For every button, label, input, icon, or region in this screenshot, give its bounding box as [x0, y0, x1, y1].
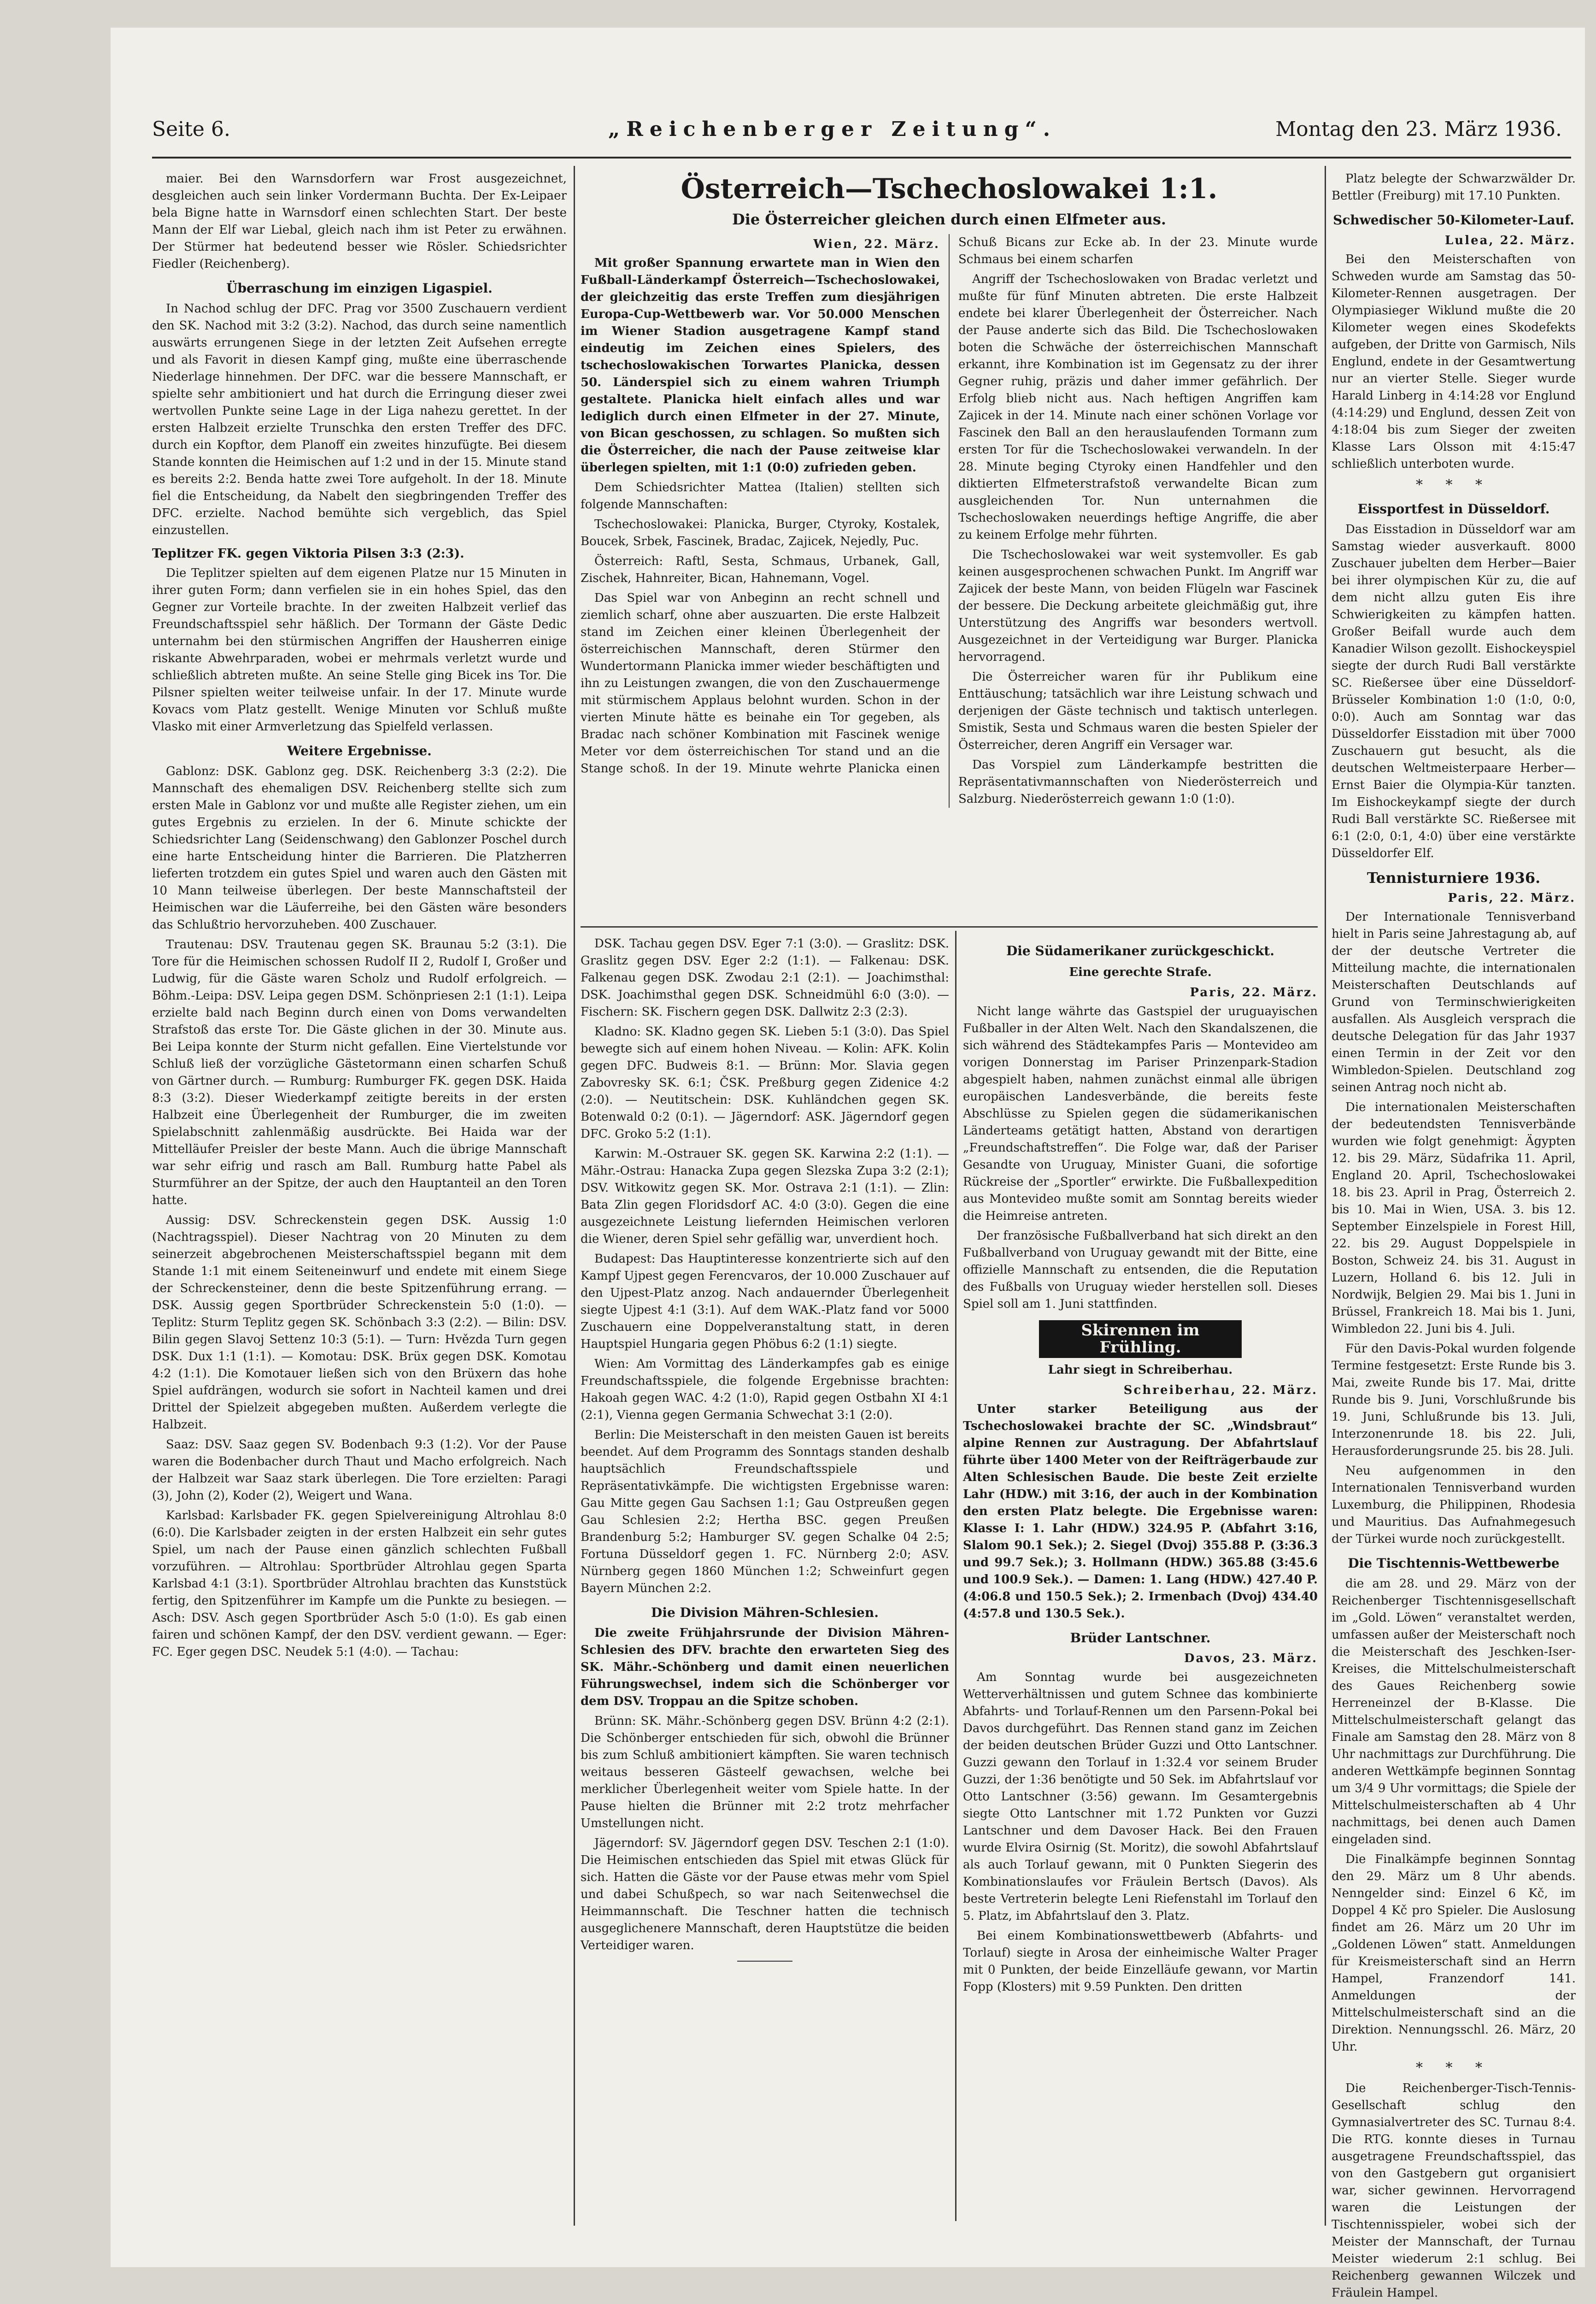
article-paragraph: Das Vorspiel zum Länderkampfe bestritten die Repräsentativmannschaften von Niederösterreich und Salzburg. Niederösterreich gewann 1:0 (1:0). — [958, 758, 1318, 806]
separator-stars: * * * — [1415, 2060, 1492, 2076]
article-heading: Brüder Lantschner. — [1070, 1630, 1211, 1646]
issue-date: Montag den 23. März 1936. — [1275, 118, 1562, 141]
article-paragraph: Wien: Am Vormittag des Länderkampfes gab es einige Freundschaftsspiele, die folgende Ergebnisse brachten: Hakoah gegen WAC. 4:2 (1:0), Rapid gegen Ostbahn XI 4:1 (2:1), Vienna gegen Germania Schwechat 3:1 (2:0). — [581, 1357, 949, 1422]
article-paragraph: Gablonz: DSK. Gablonz geg. DSK. Reichenberg 3:3 (2:2). Die Mannschaft des ehemaligen DSV. Reichenberg stellte sich zum ersten Male in Gablonz vor und mußte alle Register ziehen, um ein gutes Ergebnis zu erzielen. In der 6. Minute schickte der Schiedsrichter Lang (Seidenschwang) den Gablonzer Poschel durch eine harte Entscheidung hinter die Barrieren. Die Platzherren lieferten trotzdem ein gutes Spiel und waren auch den Gästen mit 10 Mann teilweise überlegen. Der beste Mannschaftsteil der Heimischen war die Läuferreihe, bei den Gästen wäre besonders das Schlußtrio hervorzuheben. 400 Zuschauer. — [152, 764, 567, 932]
article-heading: Eissportfest in Düsseldorf. — [1357, 501, 1550, 517]
article-paragraph: Bei einem Kombinationswettbewerb (Abfahrts- und Torlauf) siegte in Arosa der einheimische Walter Prager mit 0 Punkten, der beide Einzelläufe gewann, vor Martin Fopp (Klosters) mit 9.59 Punkten. Den dritten — [963, 1929, 1318, 1994]
column-divider — [955, 931, 956, 2221]
lead-article — [581, 170, 1318, 926]
article-paragraph: Kladno: SK. Kladno gegen SK. Lieben 5:1 (3:0). Das Spiel bewegte sich auf einem hohen Niveau. — Kolin: AFK. Kolin gegen DFC. Budweis 8:1. — Brünn: Mor. Slavia gegen Zabovresky SK. 6:1; ČSK. Preßburg gegen Zidenice 4:2 (2:0). — Neutitschein: DSK. Kuhländchen gegen SK. Botenwald 0:2 (0:1). — Jägerndorf: ASK. Jägerndorf gegen DFC. Groko 5:2 (1:1). — [581, 1025, 949, 1141]
article-paragraph: Die Teplitzer spielten auf dem eigenen Platze nur 15 Minuten in ihrer guten Form; dann verfielen sie in ein hohes Spiel, das den Gegner zur Vorteile brachte. In der zweiten Halbzeit verlief das Freundschaftsspiel sehr häßlich. Der Tormann der Gäste Dedic unternahm bei den stürmischen Angriffen der Hausherren einige riskante Abwehrparaden, wobei er mehrmals verletzt wurde und schließlich abtreten mußte. An seine Stelle ging Bicek ins Tor. Die Pilsner spielten weiter teilweise unfair. In der 17. Minute wurde Kovacs vom Platz gestellt. Wenige Minuten vor Schluß mußte Vlasko mit einer Armverletzung das Spielfeld verlassen. — [152, 566, 567, 734]
article-paragraph: DSK. Tachau gegen DSV. Eger 7:1 (3:0). — Graslitz: DSK. Graslitz gegen DSV. Eger 2:2 (1:1). — Falkenau: DSK. Falkenau gegen DSK. Zwodau 2:1 (2:1). — Joachimsthal: DSK. Joachimsthal gegen DSK. Schneidmühl 6:0 (3:0). — Fischern: SK. Fischern gegen DSK. Dallwitz 2:3 (2:3). — [581, 937, 949, 1019]
article-paragraph: Brünn: SK. Mähr.-Schönberg gegen DSV. Brünn 4:2 (2:1). Die Schönberger entschieden für sich, obwohl die Brünner bis zum Schluß ambitioniert kämpften. Sie waren technisch weitaus besseren Gästeelf gewachsen, welche bei merklicher Überlegenheit weiter vom Spiele hatte. In der Pause hielten die Brünner mit 2:2 trotz mehrfacher Umstellungen nicht. — [581, 1714, 949, 1830]
article-paragraph: Das Eisstadion in Düsseldorf war am Samstag wieder ausverkauft. 8000 Zuschauer jubelten dem Herber—Baier bei ihrer olympischen Kür zu, die auf dem nicht allzu guten Eis ihre Schwierigkeiten zu kämpfen hatten. Großer Beifall wurde auch dem Kanadier Wilson gezollt. Eishockeyspiel siegte der durch Rudi Ball verstärkte SC. Rießersee über eine Düsseldorf-Brüsseler Kombination 1:0 (1:0, 0:0, 0:0). Auch am Sonntag war das Düsseldorfer Eisstadion mit über 7000 Zuschauern gut besucht, als die deutschen Weltmeisterpaare Herber—Ernst Baier die Olympia-Kür tanzten. Im Eishockeykampf siegte der durch Rudi Ball verstärkte SC. Rießersee mit 6:1 (2:0, 0:1, 4:0) über eine verstärkte Düsseldorfer Elf. — [1332, 523, 1576, 860]
lead-body — [581, 234, 1318, 808]
article-paragraph: Am Sonntag wurde bei ausgezeichneten Wetterverhältnissen und gutem Schnee das kombinierte Abfahrts- und Torlauf-Rennen um den Parsenn-Pokal bei Davos durchgeführt. Das Rennen stand ganz im Zeichen der beiden deutschen Brüder Guzzi und Otto Lantschner. Guzzi gewann den Torlauf in 1:32.4 vor seinem Bruder Guzzi, der 1:36 benötigte und 50 Sek. im Abfahrtslauf vor Otto Lantschner (3:56) gewann. Im Gesamtergebnis siegte Otto Lantschner mit 1.72 Punkten vor Guzzi Lantschner und dem Davoser Hack. Bei den Frauen wurde Elvira Osirnig (St. Moritz), die sowohl Abfahrtslauf als auch Torlauf gewann, mit 0 Punkten Siegerin des Kombinationslaufes vor Fräulein Bertsch (Davos). Als beste Vertreterin belegte Leni Riefenstahl im Torlauf den 5. Platz, im Abfahrtslauf den 3. Platz. — [963, 1670, 1318, 1923]
article-paragraph: Die Tschechoslowakei war weit systemvoller. Es gab keinen ausgesprochenen schwachen Punkt. Im Angriff war Zajicek der beste Mann, von beiden Flügeln war Fascinek der bessere. Die Deckung arbeitete gleichmäßig gut, ihre Unterstützung des Angriffs war besonders wertvoll. Ausgezeichnet in der Verteidigung war Burger. Planicka hervorragend. — [958, 548, 1318, 664]
article-heading: Schwedischer 50-Kilometer-Lauf. — [1333, 212, 1574, 228]
article-paragraph: Das Spiel war von Anbeginn an recht schnell und ziemlich scharf, ohne aber auszuarten. Die erste Halbzeit stand im Zeichen einer kleinen Überlegenheit der österreichischen Mannschaft, deren Stürmer den Wundertormann Planicka immer wieder beschäftigten und ihn zu Leistungen zwangen, die von den Zuschauermenge mit stürmischem Applaus belohnt wurden. Schon in der vierten Minute hätte es beinahe ein Tor gegeben, als Bradac nach schöner Kombination mit Fascinek wenige Meter vor dem österreichischen Tor stand und an die Stange schoß. In der 19. Minute wehrte Planicka einen Schuß Bicans zur Ecke ab. In der 23. Minute wurde Schmaus bei einem scharfen — [581, 235, 1318, 776]
header-rule — [152, 157, 1571, 159]
article-subheading: Eine gerechte Strafe. — [1069, 965, 1212, 979]
winter-sports-column — [963, 935, 1318, 2216]
lead-subheadline: Die Österreicher gleichen durch einen Elfmeter aus. — [732, 211, 1167, 228]
article-paragraph: Für den Davis-Pokal wurden folgende Termine festgesetzt: Erste Runde bis 3. Mai, zweite Runde bis 17. Mai, dritte Runde bis 9. Juni, Vorschlußrunde bis 19. Juni, Schlußrunde bis 13. Juli, Interzonenrunde 18. bis 22. Juli, Herausforderungsrunde 25. bis 28. Juli. — [1332, 1342, 1576, 1458]
article-paragraph: Neu aufgenommen in den Internationalen Tennisverband wurden Luxemburg, die Philippinen, Rhodesia und Mauritius. Das Aufnahmegesuch der Türkei wurde noch zurückgestellt. — [1332, 1464, 1576, 1546]
dateline: Davos, 23. März. — [1184, 1652, 1318, 1665]
article-paragraph: Karlsbad: Karlsbader FK. gegen Spielvereinigung Altrohlau 8:0 (6:0). Die Karlsbader zeigten in der ersten Halbzeit ein sehr gutes Spiel, um nach der Pause einen gänzlich schlechten Fußball vorzuführen. — Altrohlau: Sportbrüder Altrohlau gegen Sparta Karlsbad 4:1 (3:1). Sportbrüder Altrohlau brachten das Kunststück fertig, den Spitzenführer im Kampfe um die Punkte zu besiegen. — Asch: DSV. Asch gegen Sportbrüder Asch 5:0 (1:0). Es gab einen fairen und schönen Kampf, der den DSV. verdient gewann. — Eger: FC. Eger gegen DSC. Neudek 5:1 (4:0). — Tachau: — [152, 1509, 567, 1659]
article-paragraph: Platz belegte der Schwarzwälder Dr. Bettler (Freiburg) mit 17.10 Punkten. — [1332, 172, 1576, 203]
article-paragraph: maier. Bei den Warnsdorfern war Frost ausgezeichnet, desgleichen auch sein linker Vordermann Buchta. Der Ex-Leipaer bela Bigne hatte in Warnsdorf einen schlechten Start. Der beste Mann der Elf war Liebal, gleich nach ihm ist Peter zu erwähnen. Der Stürmer hat bedeutend besser wie Rösler. Schiedsrichter Fiedler (Reichenberg). — [152, 172, 567, 271]
dateline: Paris, 22. März. — [1448, 891, 1576, 905]
article-paragraph: die am 28. und 29. März von der Reichenberger Tischtennisgesellschaft im „Gold. Löwen“ veranstaltet werden, umfassen außer der Meisterschaft noch die Meisterschaft des Jeschken-Iser-Kreises, die Mittelschulmeisterschaft des Gaues Reichenberg sowie Herreneinzel der B-Klasse. Die Mittelschulmeisterschaft gelangt das Finale am Samstag den 28. März von 8 Uhr nachmittags zur Durchführung. Die anderen Wettkämpfe beginnen Sonntag um 3/4 9 Uhr vormittags; die Spiele der Mittelschulmeisterschaften ab 4 Uhr nachmittags, bei denen auch Damen eingeladen sind. — [1332, 1577, 1576, 1846]
article-paragraph: Der französische Fußballverband hat sich direkt an den Fußballverband von Uruguay gewandt mit der Bitte, eine offizielle Mannschaft zu entsenden, die die Reputation des Fußballs von Uruguay wieder herstellen soll. Dieses Spiel soll am 1. Juni stattfinden. — [963, 1229, 1318, 1311]
article-paragraph: Budapest: Das Hauptinteresse konzentrierte sich auf den Kampf Ujpest gegen Ferencvaros, der 10.000 Zuschauer auf den Ujpest-Platz anzog. Nach andauernder Überlegenheit siegte Ujpest 4:1 (3:1). Auf dem WAK.-Platz fand vor 5000 Zuschauern eine Doppelveranstaltung statt, in deren Hauptspiel Hungaria gegen Phöbus 6:2 (1:1) siegte. — [581, 1252, 949, 1351]
column-1 — [152, 170, 567, 2216]
article-paragraph: Dem Schiedsrichter Mattea (Italien) stellten sich folgende Mannschaften: — [581, 481, 940, 511]
article-paragraph: Trautenau: DSV. Trautenau gegen SK. Braunau 5:2 (3:1). Die Tore für die Heimischen schossen Rudolf II 2, Rudolf I, Großer und Ludwig, für die Gäste waren Scholz und Rudolf erfolgreich. — Böhm.-Leipa: DSV. Leipa gegen DSM. Schönpriesen 2:1 (1:1). Leipa erzielte bald nach Beginn durch einen von Doms verwandelten Strafstoß das erste Tor. Die Gäste glichen in der 30. Minute aus. Bei Leipa konnte der Sturm nicht gefallen. Eine Viertelstunde vor Schluß ließ der vorzügliche Gästetormann einen scharfen Schuß von Gärtner durch. — Rumburg: Rumburger FK. gegen DSK. Haida 8:3 (3:2). Dieser Wiederkampf zeitigte bereits in der ersten Halbzeit eine Überlegenheit der Rumburger, die im zweiten Spielabschnitt zahlenmäßig ausdrückte. Bei Haida war der Mittelläufer Preisler der beste Mann. Auch die übrige Mannschaft war sehr eifrig und rasch am Ball. Rumburg hatte Pabel als Sturmführer an der Spitze, der auch den Hauptanteil an den Toren hatte. — [152, 938, 567, 1207]
article-paragraph: Die Reichenberger-Tisch-Tennis-Gesellschaft schlug den Gymnasialvertreter des SC. Turnau 8:4. Die RTG. konnte dieses in Turnau ausgetragene Freundschaftsspiel, das von den Gastgebern gut organisiert war, sicher gewinnen. Hervorragend waren die Leistungen der Tischtennisspieler, wobei sich der Meister der Mannschaft, der Turnau Meister wiederum 2:1 schlug. Bei Reichenberg gewannen Wilczek und Fräulein Hampel. — [1332, 2081, 1576, 2300]
article-paragraph: Jägerndorf: SV. Jägerndorf gegen DSV. Teschen 2:1 (1:0). Die Heimischen entschieden das Spiel mit etwas Glück für sich. Hatten die Gäste vor der Pause etwas mehr vom Spiel und dabei Schußpech, so war nach Seitenwechsel die Heimmannschaft. Die Teschner hatten die technisch ausgeglichenere Mannschaft, deren Hauptstütze die beiden Verteidiger waren. — [581, 1836, 949, 1952]
dateline: Lulea, 22. März. — [1445, 234, 1576, 247]
results-column — [581, 935, 949, 2216]
section-divider — [581, 926, 1318, 928]
article-paragraph: In Nachod schlug der DFC. Prag vor 3500 Zuschauern verdient den SK. Nachod mit 3:2 (3:2). Nachod, das durch seine namentlich auswärts errungenen Siege in der letzten Zeit Aufsehen erregte und als Favorit in diesen Kampf ging, mußte eine überraschende Niederlage hinnehmen. Der DFC. war die bessere Mannschaft, er spielte sehr ambitioniert und hat durch die Erringung dieser zwei wertvollen Punkte seine Lage in der Liga nahezu gerettet. In der ersten Halbzeit erzielte Trunschka den ersten Treffer des DFC. durch ein Kopftor, dem Planoff ein zweites hinzufügte. Bei diesem Stande konnten die Heimischen auf 1:2 und in der 15. Minute stand es bereits 2:2. Benda hatte zwei Tore aufgeholt. In der 18. Minute fiel die Entscheidung, da Nabelt den siegbringenden Treffer des DFC. erzielte. Nachod bemühte sich vergeblich, das Spiel einzustellen. — [152, 302, 567, 537]
article-paragraph: Der Internationale Tennisverband hielt in Paris seine Jahrestagung ab, auf der der deutsche Vertreter die Mitteilung machte, die internationalen Meisterschaften Deutschlands auf Grund von Terminschwierigkeiten ausfallen. Als Ausgleich versprach die deutsche Delegation für das Jahr 1937 einen Termin in der Zeit vor den Wimbledon-Spielen. Deutschland zog seinen Antrag noch nicht ab. — [1332, 910, 1576, 1094]
article-paragraph: Aussig: DSV. Schreckenstein gegen DSK. Aussig 1:0 (Nachtragsspiel). Dieser Nachtrag von 20 Minuten zu dem seinerzeit abgebrochenen Meisterschaftsspiel begann mit dem Stande 1:1 mit einem Seiteneinwurf und endete mit einem Siege der Schreckensteiner, denn die beste Spitzenführung errang. — DSK. Aussig gegen Sportbrüder Schreckenstein 5:0 (1:0). — Teplitz: Sturm Teplitz gegen SK. Schönbach 3:3 (2:2). — Bilin: DSV. Bilin gegen Slavoj Settenz 10:3 (5:1). — Turn: Hvězda Turn gegen DSK. Dux 1:1 (1:1). — Komotau: DSK. Brüx gegen DSK. Komotau 4:2 (1:1). Die Komotauer ließen sich von den Brüxern das hohe Spiel aufdrängen, wodurch sie sofort in Nachteil kamen und drei Drittel der Spielzeit abgegeben mußten. Außerdem verlegte die Halbzeit. — [152, 1213, 567, 1432]
article-paragraph: Saaz: DSV. Saaz gegen SV. Bodenbach 9:3 (1:2). Vor der Pause waren die Bodenbacher durch Thaut und Macho erfolgreich. Nach der Halbzeit war Saaz stark überlegen. Die Tore erzielten: Paragi (3), John (2), Koder (2), Weigert und Wana. — [152, 1438, 567, 1503]
dateline: Wien, 22. März. — [813, 237, 940, 251]
separator-stars: * * * — [1415, 477, 1492, 493]
article-heading-banner: Skirennen im Frühling. — [1039, 1320, 1242, 1358]
column-divider — [1325, 166, 1326, 2226]
lead-headline: Österreich—Tschechoslowakei 1:1. — [681, 173, 1218, 205]
page-number: Seite 6. — [152, 118, 230, 141]
article-paragraph: Mit großer Spannung erwartete man in Wien den Fußball-Länderkampf Österreich—Tschechoslowakei, der gleichzeitig das erste Treffen zum diesjährigen Europa-Cup-Wettbewerb war. Vor 50.000 Menschen im Wiener Stadion ausgetragene Kampf stand eindeutig im Zeichen eines Spielers, des tschechoslowakischen Torwartes Planicka, dessen 50. Länderspiel sich zu einem wahren Triumph gestaltete. Planicka hielt einfach alles und war lediglich durch einen Elfmeter in der 27. Minute, von Bican geschossen, zu schlagen. So mußten sich die Österreicher, die nach der Pause zeitweise klar überlegen spielten, mit 1:1 (0:0) zufrieden geben. — [581, 256, 940, 475]
article-heading: Weitere Ergebnisse. — [287, 743, 432, 758]
article-subheading: Lahr siegt in Schreiberhau. — [1048, 1363, 1233, 1377]
article-paragraph: Unter starker Beteiligung aus der Tschechoslowakei brachte der SC. „Windsbraut“ alpine Rennen zur Austragung. Der Abfahrtslauf führte über 1400 Meter von der Reifträgerbaude zur Alten Schlesischen Baude. Die beste Zeit erzielte Lahr (HDW.) mit 3:16, der auch in der Kombination den ersten Platz belegte. Die Ergebnisse waren: Klasse I: 1. Lahr (HDW.) 324.95 P. (Abfahrt 3:16, Slalom 90.1 Sek.); 2. Siegel (Dvoj) 355.88 P. (3:36.3 und 99.7 Sek.); 3. Hollmann (HDW.) 365.88 (3:45.6 und 100.9 Sek.). — Damen: 1. Lang (HDW.) 427.40 P. (4:06.8 und 150.5 Sek.); 2. Irmenbach (Dvoj) 434.40 (4:57.8 und 130.5 Sek.). — [963, 1402, 1318, 1621]
article-paragraph: Karwin: M.-Ostrauer SK. gegen SK. Karwina 2:2 (1:1). — Mähr.-Ostrau: Hanacka Zupa gegen Slezska Zupa 3:2 (2:1); DSV. Witkowitz gegen SK. Mor. Ostrava 2:1 (1:1). — Zlin: Bata Zlin gegen Floridsdorf AC. 4:0 (3:0). Gegen die eine ausgezeichnete Leistung liefernden Heimischen verloren die Wiener, deren Spiel sehr gefällig war, unverdient hoch. — [581, 1147, 949, 1246]
article-paragraph: Angriff der Tschechoslowaken von Bradac verletzt und mußte für fünf Minuten abtreten. Die erste Halbzeit endete bei klarer Überlegenheit der Österreicher. Nach der Pause anderte sich das Bild. Die Tschechoslowaken boten die Schwäche der österreichischen Mannschaft erkannt, ihre Kombination ist im Gegensatz zu der ihrer Gegner ruhig, präzis und daher immer gefährlich. Der Erfolg blieb nicht aus. Nach heftigen Angriffen kam Zajicek in der 14. Minute nach einer schönen Vorlage vor Fascinek den Ball an den herauslaufenden Tormann zum ersten Tor für die Tschechoslowakei verwandeln. In der 28. Minute beging Ctyroky einen Handfehler und den diktierten Elfmeterstrafstoß verwandelte Bican zum ausgleichenden Tor. Nun unternahmen die Tschechoslowaken neuerdings heftige Angriffe, die aber zu keinem Erfolge mehr führten. — [958, 272, 1318, 542]
newspaper-title: „Reichenberger Zeitung“. — [608, 118, 1057, 141]
column-divider — [574, 166, 575, 2226]
article-heading: Die Division Mähren-Schlesien. — [651, 1605, 879, 1620]
article-paragraph: Bei den Meisterschaften von Schweden wurde am Samstag das 50-Kilometer-Rennen ausgetragen. Der Olympiasieger Wiklund mußte die 20 Kilometer wegen eines Skodefekts aufgeben, der Dritte von Garmisch, Nils Englund, endete in der Gesamtwertung nur an vierter Stelle. Sieger wurde Harald Linberg in 4:14:28 vor Englund (4:14:29) und Englund, dessen Zeit von 4:18:04 bis zum Sieger der zweiten Klasse Lars Olsson mit 4:15:47 schließlich unterboten wurde. — [1332, 253, 1576, 471]
article-paragraph: Berlin: Die Meisterschaft in den meisten Gauen ist bereits beendet. Auf dem Programm des Sonntags standen deshalb hauptsächlich Freundschaftsspiele und Repräsentativkämpfe. Die wichtigsten Ergebnisse waren: Gau Mitte gegen Gau Sachsen 1:1; Gau Ostpreußen gegen Gau Schlesien 2:2; Hertha BSC. gegen Preußen Brandenburg 5:2; Hamburger SV. gegen Schalke 04 2:5; Fortuna Düsseldorf gegen 1. FC. Nürnberg 2:0; ASV. Nürnberg gegen 1860 München 1:2; Schweinfurt gegen Bayern München 2:2. — [581, 1428, 949, 1595]
article-heading: Tennisturniere 1936. — [1367, 869, 1541, 887]
article-paragraph: Nicht lange währte das Gastspiel der uruguayischen Fußballer in der Alten Welt. Nach den Skandalszenen, die sich während des Städtekampfes Paris — Montevideo am vorigen Donnerstag im Pariser Prinzenpark-Stadion abgespielt haben, nahmen zunächst einmal alle übrigen europäischen Landesverbände, die bereits feste Abschlüsse zu Spielen gegen die südamerikanischen Länderteams getätigt hatten, Abstand von derartigen „Freundschaftstreffen“. Die Folge war, daß der Pariser Gesandte von Uruguay, Minister Guani, die sofortige Rückreise der „Sportler“ erwirkte. Die Fußballexpedition aus Montevideo mußte somit am Sonntag bereits wieder die Heimreise antreten. — [963, 1005, 1318, 1223]
article-paragraph: Die zweite Frühjahrsrunde der Division Mähren-Schlesien des DFV. brachte den erwarteten Sieg des SK. Mähr.-Schönberg und damit einen neuerlichen Führungswechsel, indem sich die Schönberger vor dem DSV. Troppau an die Spitze schoben. — [581, 1626, 949, 1708]
article-paragraph: Die Finalkämpfe beginnen Sonntag den 29. März um 8 Uhr abends. Nenngelder sind: Einzel 6 Kč, im Doppel 4 Kč pro Spieler. Die Auslosung findet am 26. März um 20 Uhr im „Goldenen Löwen“ statt. Anmeldungen für Kreismeisterschaft sind an Herrn Hampel, Franzendorf 141. Anmeldungen der Mittelschulmeisterschaft sind an die Direktion. Nennungsschl. 26. März, 20 Uhr. — [1332, 1852, 1576, 2054]
article-paragraph: Österreich: Raftl, Sesta, Schmaus, Urbanek, Gall, Zischek, Hahnreiter, Bican, Hahnemann, Vogel. — [581, 554, 940, 585]
column-3 — [1332, 170, 1576, 2300]
newspaper-page — [111, 28, 1585, 2300]
dateline: Schreiberhau, 22. März. — [1123, 1383, 1318, 1397]
article-heading: Teplitzer FK. gegen Viktoria Pilsen 3:3 (2:3). — [152, 547, 464, 561]
article-heading: Überraschung im einzigen Ligaspiel. — [226, 281, 493, 296]
page-header — [129, 108, 1567, 150]
article-paragraph: Die Österreicher waren für ihr Publikum eine Enttäuschung; tatsächlich war ihre Leistung schwach und derjenigen der Gäste technisch und taktisch unterlegen. Smistik, Sesta und Schmaus waren die besten Spieler der Österreicher, deren Angriff ein Versager war. — [958, 670, 1318, 752]
dateline: Paris, 22. März. — [1190, 986, 1318, 999]
end-rule — [737, 1961, 792, 1962]
article-heading: Die Südamerikaner zurückgeschickt. — [1006, 943, 1274, 958]
article-heading: Die Tischtennis-Wettbewerbe — [1348, 1556, 1560, 1571]
article-paragraph: Die internationalen Meisterschaften der bedeutendsten Tennisverbände wurden wie folgt genehmigt: Ägypten 12. bis 29. März, Südafrika 11. April, England 20. April, Tschechoslowakei 18. bis 23. April in Prag, Österreich 2. bis 10. Mai in Wien, USA. 3. bis 12. September Einzelspiele in Forest Hill, 22. bis 29. August Doppelspiele in Boston, Schweiz 24. bis 31. August in Luzern, Holland 6. bis 12. Juli in Nordwijk, Belgien 29. Mai bis 1. Juni in Brüssel, Frankreich 18. Mai bis 1. Juni, Wimbledon 22. Juni bis 4. Juli. — [1332, 1100, 1576, 1336]
article-paragraph: Tschechoslowakei: Planicka, Burger, Ctyroky, Kostalek, Boucek, Srbek, Fascinek, Bradac, Zajicek, Nejedly, Puc. — [581, 517, 940, 548]
